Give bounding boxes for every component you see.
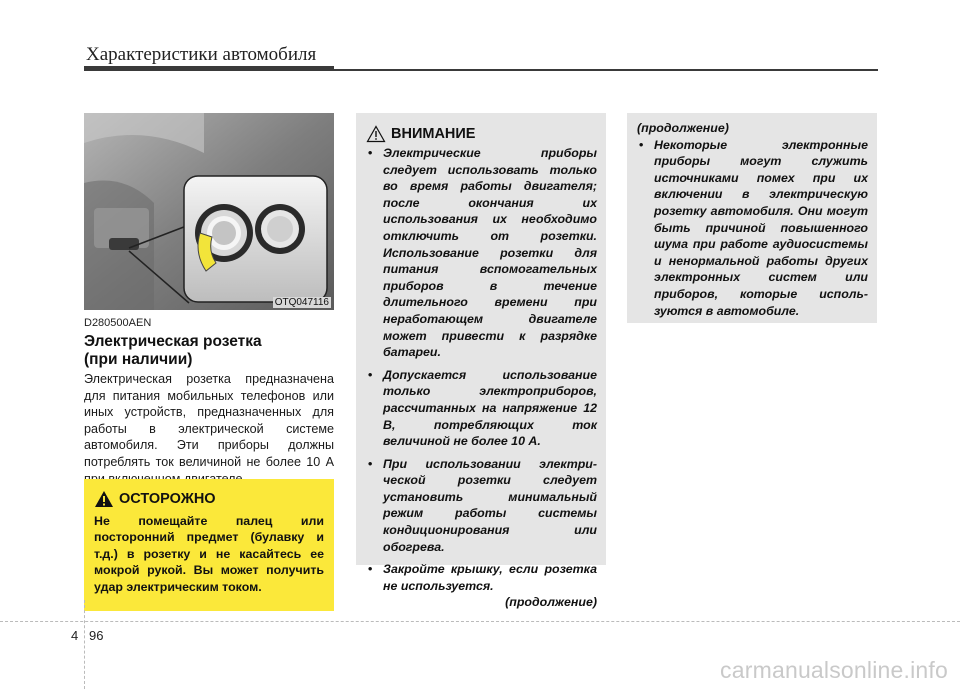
section-title-line1: Электрическая розетка: [84, 333, 262, 350]
section-title-line2: (при наличии): [84, 351, 193, 368]
power-outlet-illustration: [84, 113, 334, 310]
figure-code: OTQ047116: [274, 297, 329, 308]
notice-box: [356, 113, 606, 610]
notice-continued-box: [627, 113, 877, 323]
caution-box: [84, 479, 334, 611]
list-item: • Закройте крышку, если розетка не используется.: [368, 562, 597, 593]
footer-divider: [0, 621, 960, 622]
page-number: 96: [89, 628, 104, 643]
section-body: Электрическая розетка предназначена для питания мобильных телефонов или иных устройств, предназначенных для работы в электрической системе автомобиля. Эти приборы должны потреблять ток величиной не более 10 А: [84, 372, 334, 469]
warning-outline-icon: [366, 125, 386, 143]
notice-continued-list: [637, 137, 868, 320]
list-item: • Допускается использование только электроприборов, рассчитанных на напряжение 12 В, потребляющих ток величиной не более 10 А.: [368, 367, 597, 449]
caution-title: ОСТОРОЖНО: [119, 491, 216, 507]
continued-label: (продолжение): [505, 595, 597, 610]
continued-heading: (продолжение): [637, 121, 729, 135]
list-item: • Электрические приборы следует использовать только во время работы двигателя; после окончания их использования их необходимо отключить от розетки. Использование розетки для питания вспомогательных приборов в течение длительного времени при неработающем двигателе может привести к разрядке батареи.: [368, 146, 597, 360]
caution-text: Не помещайте палец или посторонний предмет (булавку и т.д.) в розетку и не касайтесь ее мокрой рукой. Вы может получить удар электрическим током.: [94, 514, 324, 594]
power-outlet-photo: [84, 113, 334, 310]
notice-title: ВНИМАНИЕ: [391, 126, 476, 142]
document-code: D280500AEN: [84, 317, 152, 329]
notice-header: [366, 123, 597, 145]
caution-header: [94, 489, 324, 509]
list-item: • При использовании электри-ческой розетки следует установить минимальный режим работы системы кондиционирования или обогрева.: [368, 456, 597, 554]
footer-vertical-divider: [84, 600, 85, 689]
chapter-number: 4: [71, 628, 79, 643]
header-bar-thick: [84, 66, 334, 71]
notice-list: [366, 145, 597, 594]
section-title: [84, 333, 334, 369]
header-title: Характеристики автомобиля: [86, 44, 317, 65]
warning-triangle-icon: [94, 490, 114, 508]
header-bar-thin: [334, 69, 878, 71]
list-item: • Некоторые электронные приборы могут служить источниками помех при их включении в электрическую розетку автомобиля. Они могут быть причиной повышенного шума при работе аудиосистемы и ненормальной работы других электронных систем или приборов, которые исполь-зуются в автомобиле.: [639, 137, 868, 318]
watermark: carmanualsonline.info: [720, 657, 948, 683]
